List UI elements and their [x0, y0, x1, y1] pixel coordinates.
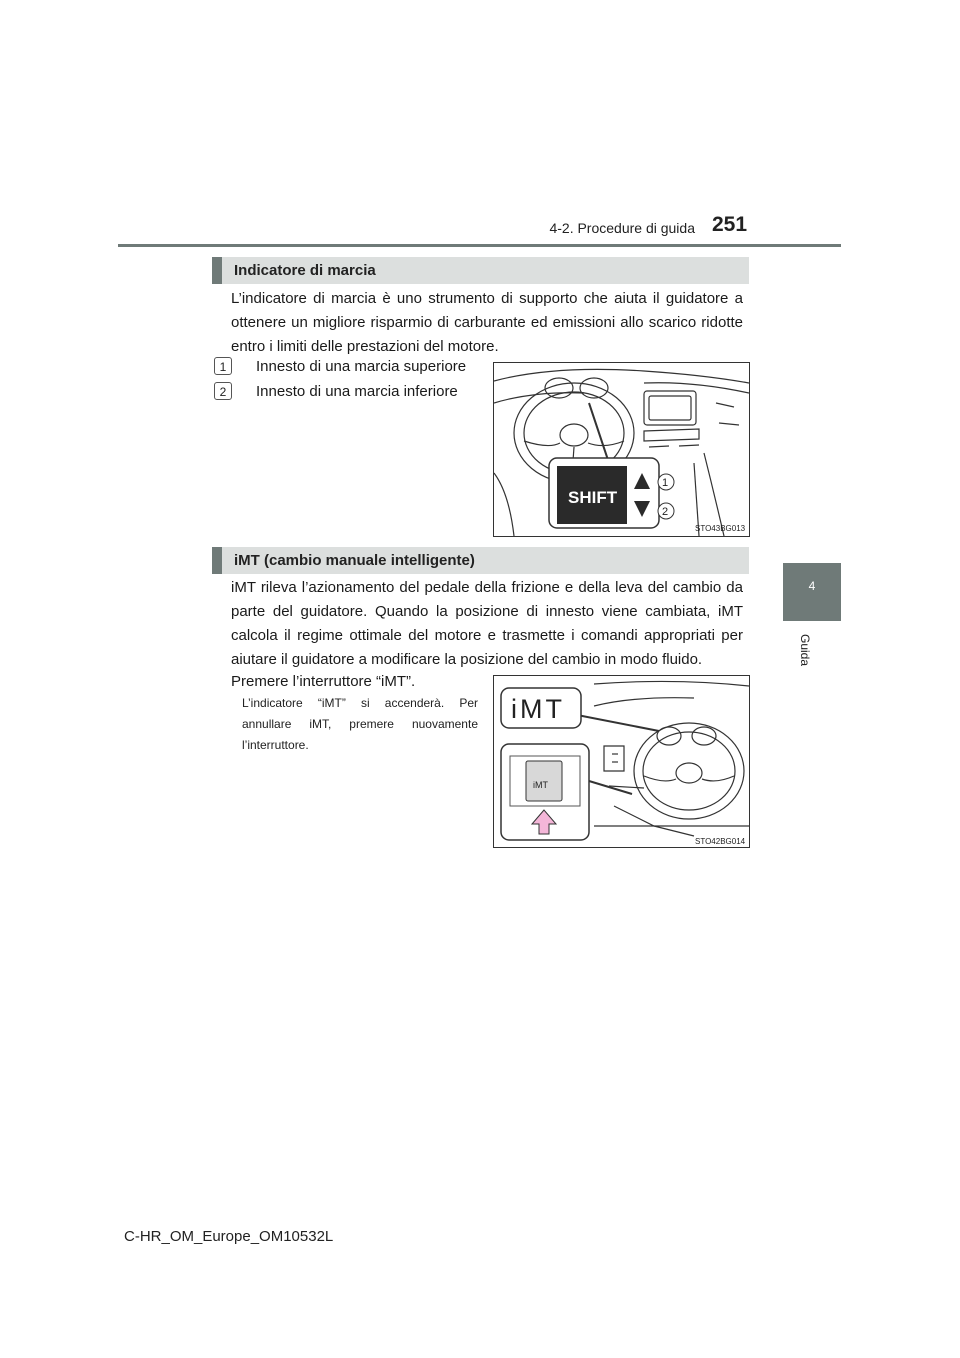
section-heading-imt: iMT (cambio manuale intelligente)	[212, 547, 749, 574]
list-item-text: Innesto di una marcia superiore	[256, 358, 467, 375]
dashboard-steering-wheel-drawing	[494, 363, 749, 536]
list-item-text: Innesto di una marcia inferiore	[256, 383, 458, 400]
callout-2: 2	[662, 506, 669, 518]
shift-indicator-illustration	[493, 362, 750, 537]
imt-indicator-text: iMT	[511, 694, 565, 724]
shift-display-text: SHIFT	[568, 488, 618, 507]
gear-indicator-paragraph: L’indicatore di marcia è uno strumento di supporto che aiuta il guidatore a ottenere un migliore risparmio di carburante ed emissioni allo scarico ridotte entro i limiti delle prestazioni del motore.	[231, 290, 743, 355]
document-id: C-HR_OM_Europe_OM10532L	[124, 1228, 334, 1245]
imt-dashboard-drawing	[494, 676, 749, 847]
chapter-label: Guida	[798, 633, 812, 667]
imt-switch-illustration	[493, 675, 750, 848]
imt-switch-label: iMT	[533, 780, 548, 790]
header-section-title: 4-2. Procedure di guida	[549, 220, 695, 236]
chapter-number: 4	[808, 579, 816, 593]
figure-code: STO42BG014	[695, 837, 746, 846]
callout-1: 1	[662, 477, 669, 489]
page-number: 251	[712, 213, 748, 236]
figure-code: STO43BG013	[695, 524, 746, 533]
number-badge: 1	[214, 357, 232, 375]
header-rule	[118, 244, 841, 247]
number-badge: 2	[214, 382, 232, 400]
chapter-tab	[783, 563, 841, 621]
section-heading-gear-indicator: Indicatore di marcia	[212, 257, 749, 284]
imt-instruction: Premere l’interruttore “iMT”.	[231, 673, 416, 690]
imt-paragraph: iMT rileva l’azionamento del pedale della frizione e della leva del cambio da parte del guidatore. Quando la posizione di innesto viene cambiata, iMT calcola il regime ottimale del motore e trasmette i comandi appropriati per aiutare il guidatore a modificare la posizione del cambio in modo fluido.	[231, 579, 743, 668]
imt-note: L’indicatore “iMT” si accenderà. Per annullare iMT, premere nuovamente l’interruttore.	[242, 696, 478, 752]
